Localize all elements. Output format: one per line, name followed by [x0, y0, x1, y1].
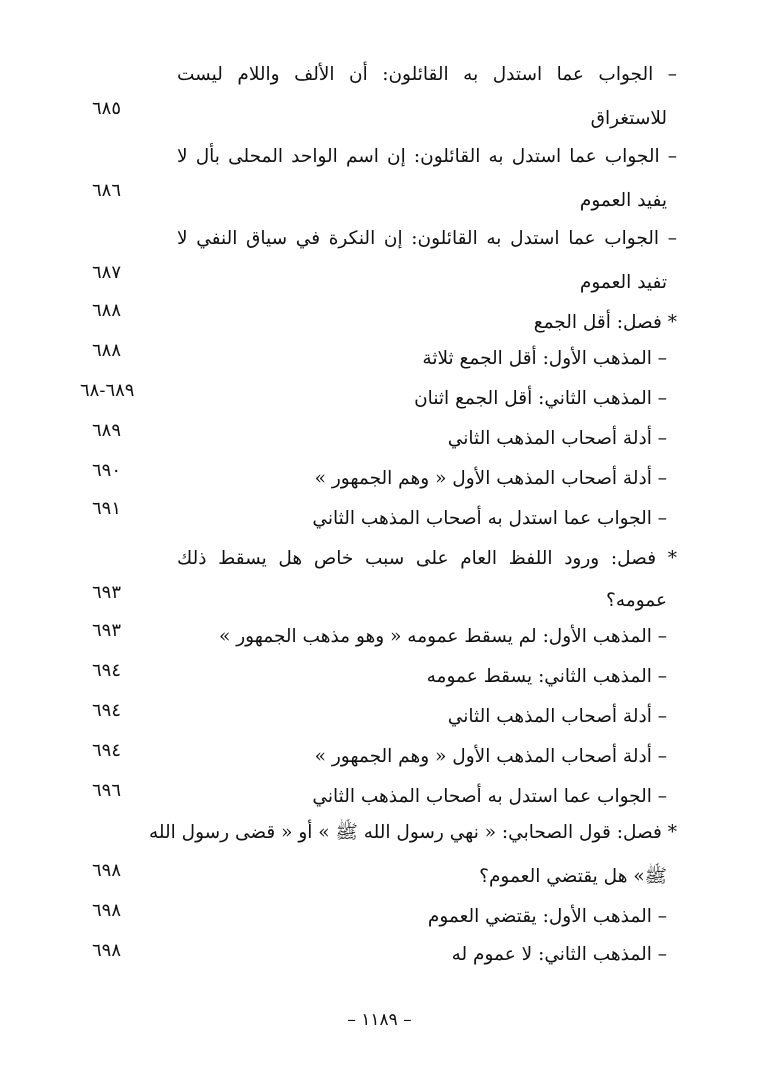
entry-text-line: – أدلة أصحاب المذهب الأول « وهم الجمهور »: [314, 746, 667, 767]
entry-page-number: ٦٩٨: [92, 860, 122, 881]
entry-page-number: ٦٩٨: [92, 900, 122, 921]
entry-text-line: – الجواب عما استدل به القائلون: أن الألف واللام ليست: [177, 64, 677, 85]
entry-text-line: تفيد العموم: [579, 272, 667, 293]
entry-page-number: ٦٩٣: [92, 620, 122, 641]
entry-page-number: ٦٨٩: [92, 420, 122, 441]
entry-text-line: ﷺ» هل يقتضي العموم؟: [479, 866, 667, 887]
page-folio: – ١١٨٩ –: [347, 1010, 412, 1030]
entry-text-line: عمومه؟: [606, 590, 667, 611]
entry-text-line: – الجواب عما استدل به أصحاب المذهب الثاني: [312, 786, 667, 807]
entry-page-number: ٦٩٨: [92, 940, 122, 961]
entry-text-line: – المذهب الثاني: أقل الجمع اثنان: [414, 388, 667, 409]
entry-text-line: – المذهب الأول: أقل الجمع ثلاثة: [422, 348, 667, 369]
entry-text-line: – أدلة أصحاب المذهب الأول « وهم الجمهور »: [314, 468, 667, 489]
entry-page-number: ٦٩٣: [92, 582, 122, 603]
entry-text-line: – أدلة أصحاب المذهب الثاني: [447, 706, 667, 727]
entry-text-line: يفيد العموم: [579, 190, 667, 211]
entry-text-line: – المذهب الثاني: يسقط عمومه: [426, 666, 667, 687]
entry-page-number: ٦٩٤: [92, 740, 122, 761]
entry-text-line: – المذهب الأول: يقتضي العموم: [427, 906, 667, 927]
entry-page-number: ٦٨٦: [92, 180, 122, 201]
entry-page-number: ٦٨٩-٦٨: [80, 380, 135, 401]
entry-text-line: – المذهب الأول: لم يسقط عمومه « وهو مذهب الجمهور »: [219, 626, 667, 647]
entry-page-number: ٦٩٤: [92, 700, 122, 721]
entry-page-number: ٦٩٤: [92, 660, 122, 681]
entry-page-number: ٦٨٨: [92, 300, 122, 321]
entry-page-number: ٦٩١: [92, 498, 122, 519]
entry-page-number: ٦٨٥: [92, 98, 122, 119]
entry-text-line: – المذهب الثاني: لا عموم له: [451, 944, 667, 965]
entry-text-line: * فصل: ورود اللفظ العام على سبب خاص هل يسقط ذلك: [177, 548, 677, 569]
entry-text-line: * فصل: أقل الجمع: [533, 312, 677, 333]
entry-page-number: ٦٨٨: [92, 340, 122, 361]
entry-page-number: ٦٨٧: [92, 262, 122, 283]
entry-text-line: – الجواب عما استدل به القائلون: إن اسم الواحد المحلى بأل لا: [177, 146, 677, 167]
entry-text-line: – أدلة أصحاب المذهب الثاني: [447, 428, 667, 449]
entry-text-line: – الجواب عما استدل به أصحاب المذهب الثاني: [312, 508, 667, 529]
entry-text-line: للاستغراق: [590, 108, 667, 129]
entry-page-number: ٦٩٦: [92, 780, 122, 801]
entry-text-line: * فصل: قول الصحابي: « نهي رسول الله ﷺ » أو « قضى رسول الله: [148, 822, 677, 843]
entry-text-line: – الجواب عما استدل به القائلون: إن النكرة في سياق النفي لا: [177, 228, 677, 249]
entry-page-number: ٦٩٠: [92, 460, 122, 481]
